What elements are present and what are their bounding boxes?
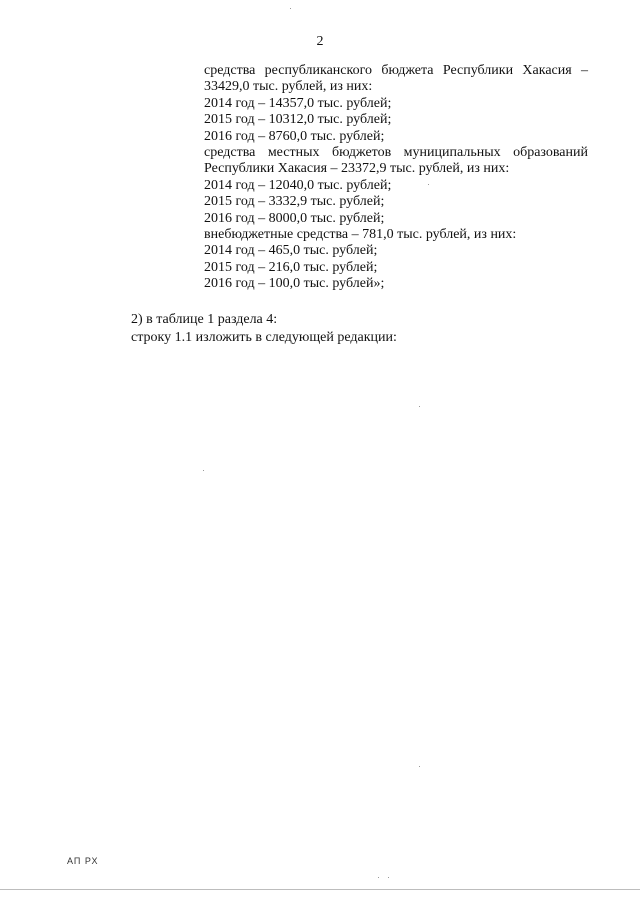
local-budgets-line-1: средства местных бюджетов муниципальных образований <box>204 145 588 161</box>
republic-budget-line-1: средства республиканского бюджета Республики Хакасия – <box>204 63 588 78</box>
footer-mark: АП РХ <box>67 856 99 866</box>
section-item: 2) в таблице 1 раздела 4: <box>131 312 278 327</box>
local-budgets-2015: 2015 год – 3332,9 тыс. рублей; <box>204 194 385 210</box>
scan-speck <box>290 8 291 9</box>
extrabudgetary-2015: 2015 год – 216,0 тыс. рублей; <box>204 259 378 275</box>
scan-speck <box>419 406 420 407</box>
local-budgets-2016: 2016 год – 8000,0 тыс. рублей; <box>204 210 385 226</box>
republic-budget-line-2: 33429,0 тыс. рублей, из них: <box>204 79 373 95</box>
scan-bottom-edge <box>0 889 640 890</box>
local-budgets-line-2: Республики Хакасия – 23372,9 тыс. рублей, из них: <box>204 161 510 177</box>
scan-speck <box>428 184 429 185</box>
extrabudgetary-2016: 2016 год – 100,0 тыс. рублей»; <box>204 276 385 292</box>
scan-speck <box>378 877 379 878</box>
scan-speck <box>203 470 204 471</box>
republic-budget-2014: 2014 год – 14357,0 тыс. рублей; <box>204 95 392 111</box>
extrabudgetary-line-1: внебюджетные средства – 781,0 тыс. рублей, из них: <box>204 227 517 243</box>
section-instruction-text: строку 1.1 изложить в следующей редакции: <box>131 330 397 345</box>
section-instruction <box>131 311 397 347</box>
page-number: 2 <box>316 34 324 49</box>
scan-speck <box>388 877 389 878</box>
scan-speck <box>419 766 420 767</box>
republic-budget-2016: 2016 год – 8760,0 тыс. рублей; <box>204 128 385 144</box>
funding-block <box>204 63 588 293</box>
republic-budget-2015: 2015 год – 10312,0 тыс. рублей; <box>204 112 392 128</box>
local-budgets-2014: 2014 год – 12040,0 тыс. рублей; <box>204 177 392 193</box>
extrabudgetary-2014: 2014 год – 465,0 тыс. рублей; <box>204 243 378 259</box>
